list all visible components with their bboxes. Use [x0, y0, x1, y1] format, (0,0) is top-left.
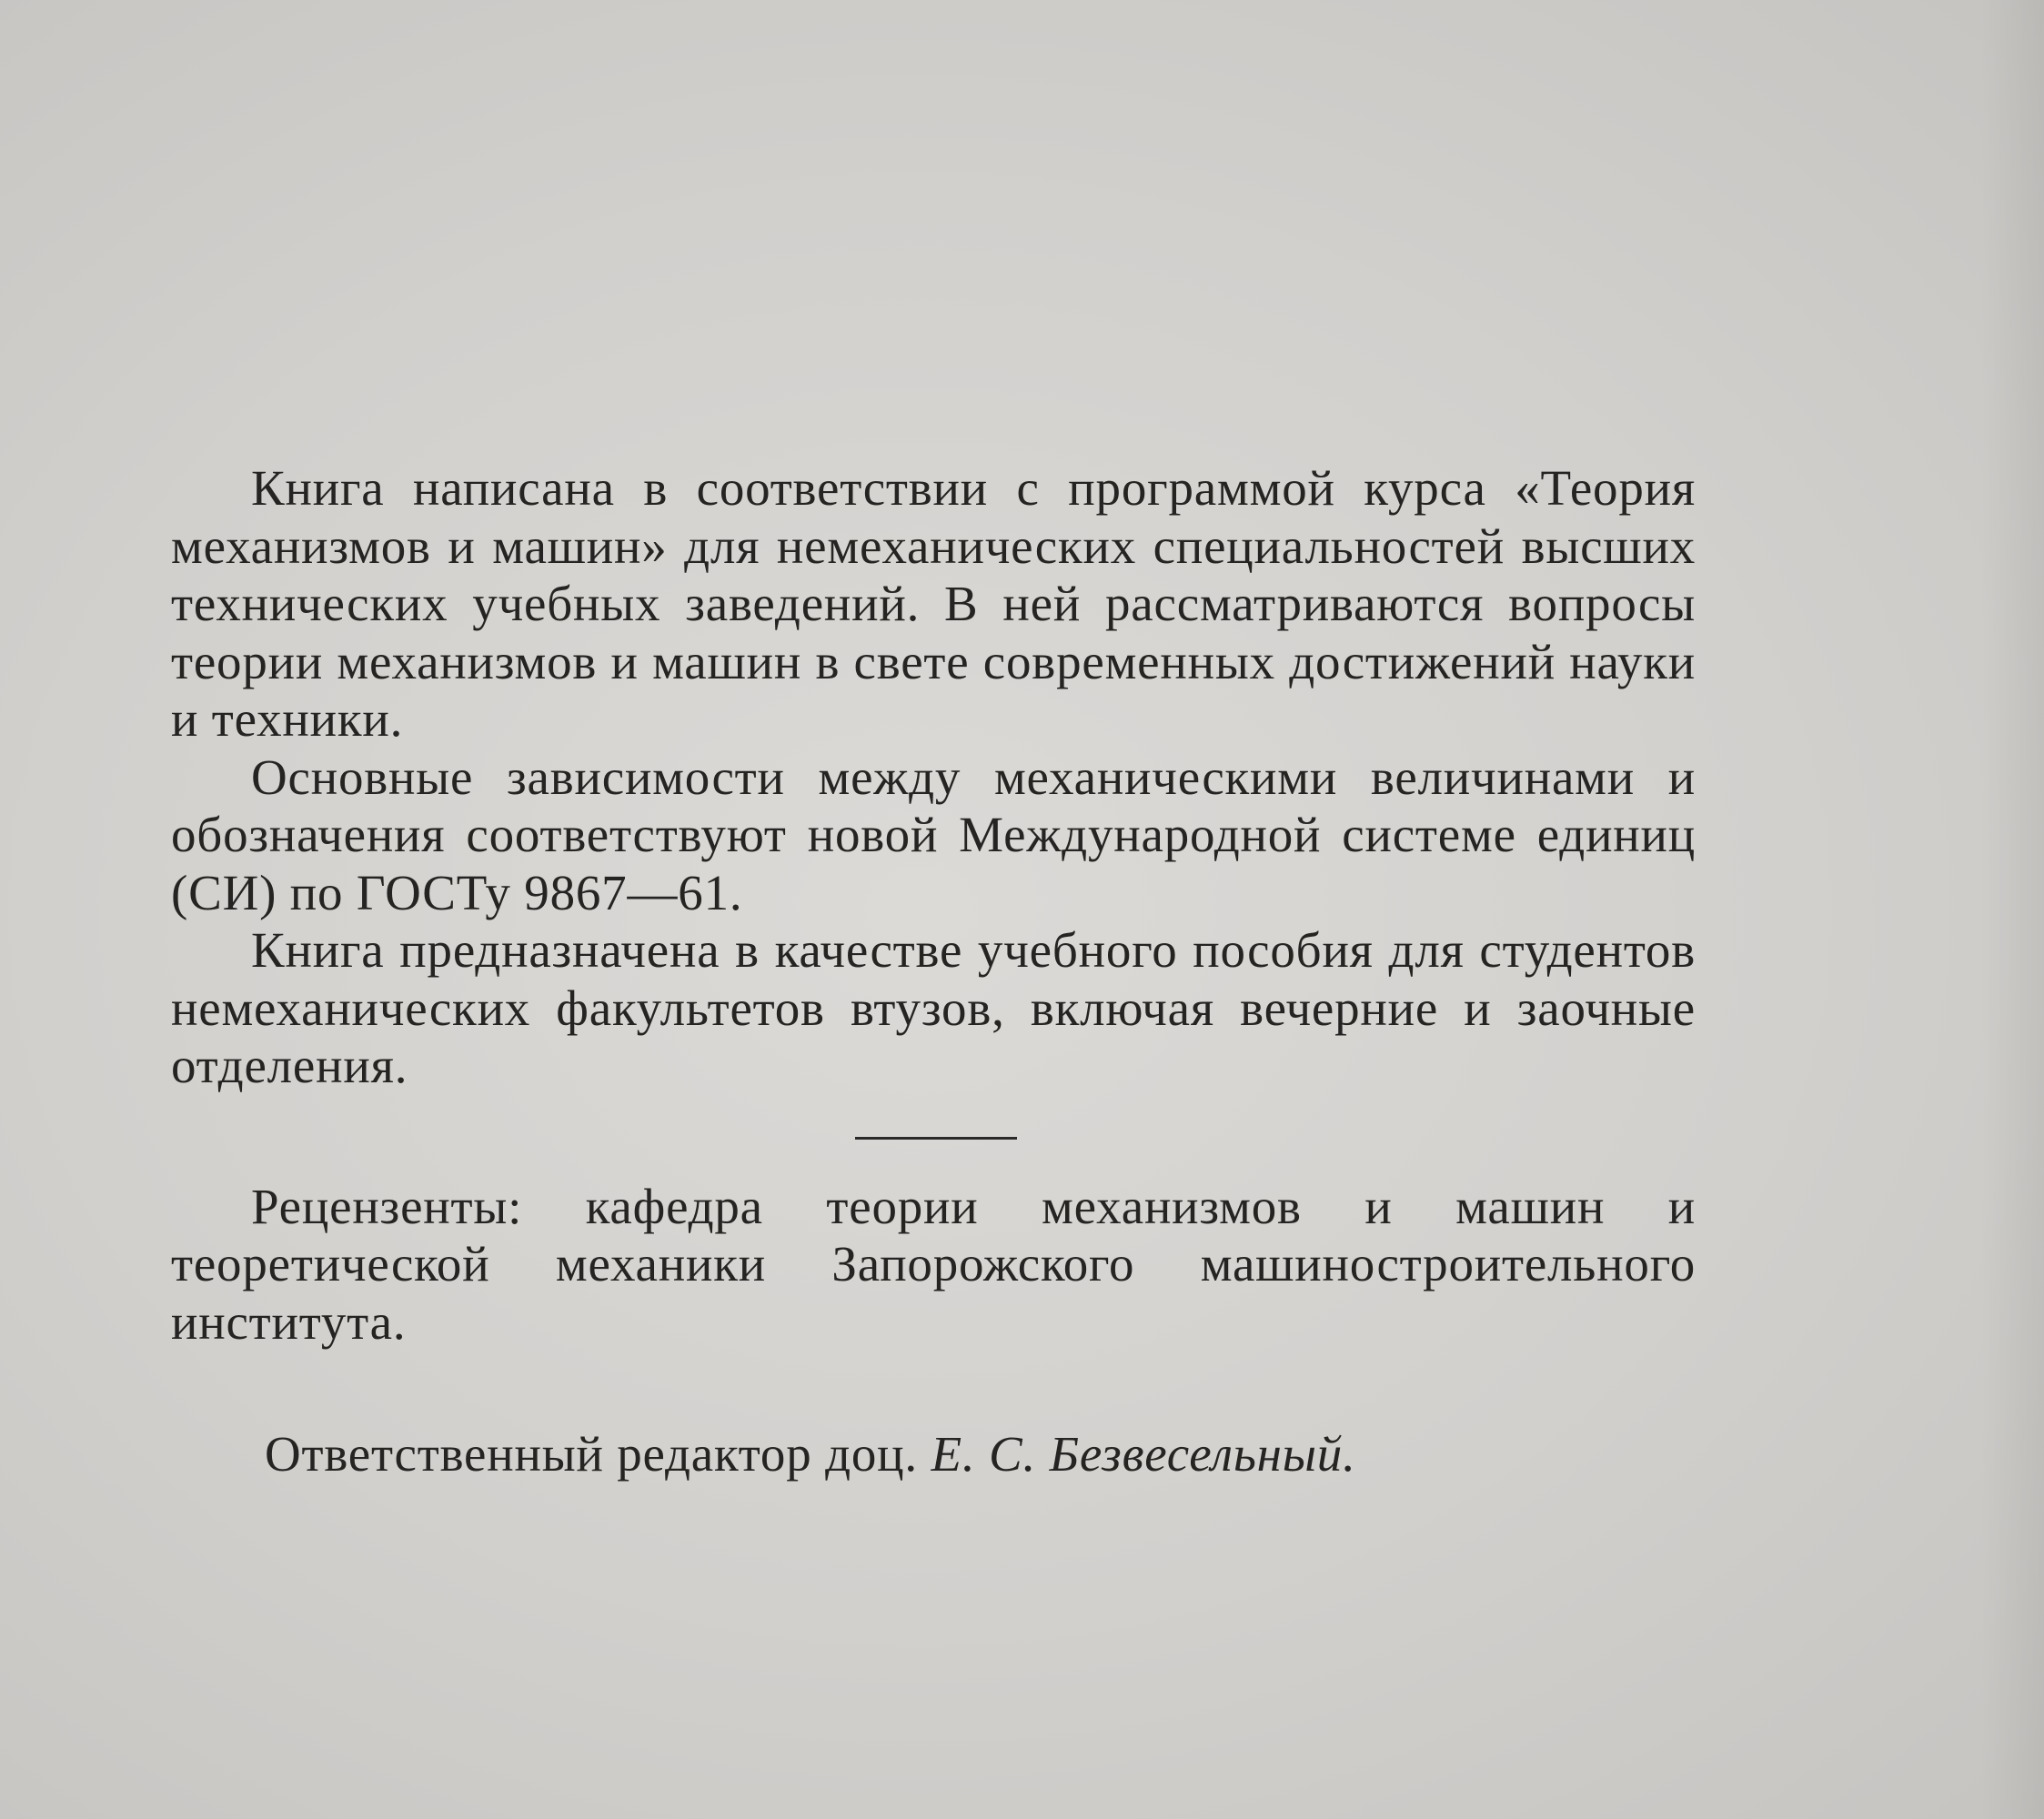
- reviewers-note: Рецензенты: кафедра теории механизмов и машин и теоретической механики Запорожского машиностроительного института.: [171, 1178, 1696, 1350]
- annotation-paragraph-2: Основные зависимости между механическими величинами и обозначения соответствуют новой Международной системе единиц (СИ) по ГОСТу 9867—61.: [171, 749, 1696, 920]
- annotation-paragraph-1: Книга написана в соответствии с программой курса «Теория механизмов и машин» для немеханических специальностей высших технических учебных заведений. В ней рассматриваются вопросы теории механизмов и машин в свете современных достижений науки и техники.: [171, 460, 1696, 747]
- page-edge-shadow: [1980, 0, 2044, 1819]
- editor-label: Ответственный редактор доц.: [265, 1426, 918, 1482]
- responsible-editor-line: [171, 1425, 1696, 1483]
- book-imprint-page: [171, 459, 1696, 1483]
- section-divider: [855, 1137, 1017, 1140]
- editor-name: Е. С. Безвесельный.: [931, 1426, 1356, 1482]
- annotation-paragraph-3: Книга предназначена в качестве учебного пособия для студентов немеханических факультетов втузов, включая вечерние и заочные отделения.: [171, 922, 1696, 1093]
